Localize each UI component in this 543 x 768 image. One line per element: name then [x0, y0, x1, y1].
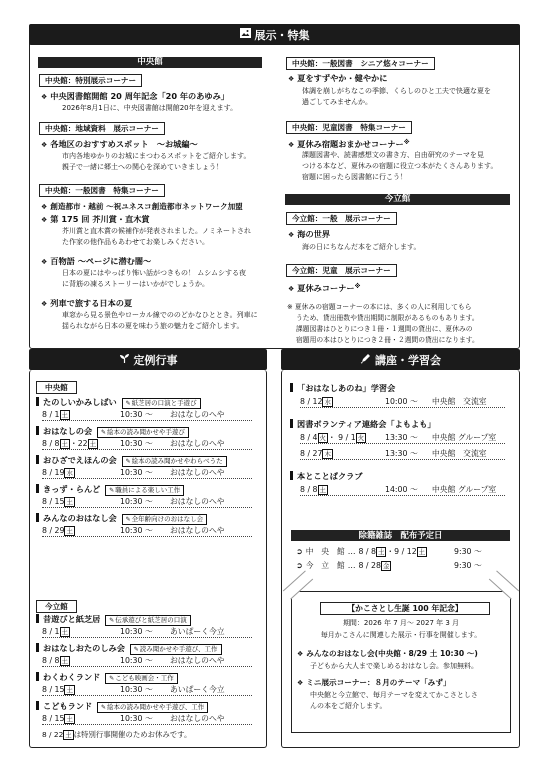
event-date: 8 / 29: [42, 526, 65, 535]
jokyo-place: 中 央 館: [305, 547, 345, 556]
events-imadate-label: 今立館: [36, 600, 77, 613]
event-tag-text: 職員による楽しい工作: [115, 486, 181, 494]
event-tag: [105, 485, 184, 496]
r2-item: ❖ 夏休み宿題おまかせコーナー※: [288, 139, 410, 149]
c3-item4-desc1: 車窓から見る景色やローカル線でののどかなひととき。列車に: [62, 311, 258, 319]
jokyo-weekday: 金: [382, 562, 390, 570]
event-date: 8 / 1: [42, 627, 60, 636]
lecture-row: [300, 485, 505, 496]
lecture-weekday: 木: [324, 450, 331, 458]
event-weekday: 土: [61, 657, 68, 665]
event-name: [36, 643, 222, 655]
event-time: 10:30 ～: [120, 656, 153, 665]
event-date: 8 / 8: [42, 439, 60, 448]
event-place: おはなしのへや: [170, 714, 225, 723]
event-tag: [122, 398, 201, 409]
event-date: 8 / 15: [42, 497, 65, 506]
lecture-place: 中央館 グループ室: [432, 485, 497, 494]
lecture-name-text: 「おはなしあのね」学習会: [297, 383, 396, 393]
r4-item: ❖ 夏休みコーナー※: [288, 283, 361, 293]
r1-label: 中央館：一般図書 シニア悠々コーナー: [286, 57, 435, 70]
event-place: おはなしのへや: [170, 410, 225, 419]
event-bar-mark: [36, 701, 39, 710]
diamond-icon: ❖: [41, 300, 48, 308]
picture-icon: [240, 28, 251, 41]
events-title-bar: [29, 349, 267, 370]
r4-label: 今立館：児童 展示コーナー: [286, 264, 397, 277]
c3-item4: ❖ 列車で旅する日本の夏: [41, 298, 133, 308]
lectures-title-bar: [281, 349, 520, 370]
diamond-icon: ❖: [297, 679, 304, 687]
jokyo-place: 今 立 館: [305, 561, 345, 570]
c2-label: 中央館：地域資料 展示コーナー: [39, 122, 165, 135]
kako-item2: ❖ ミニ展示コーナー：８月のテーマ「みず」: [297, 678, 451, 687]
event-name-text: おひざでえほんの会: [43, 455, 117, 465]
lecture-date: 8 / 4: [300, 433, 318, 442]
event-bar-mark: [36, 455, 39, 464]
diamond-icon: ❖: [41, 216, 48, 224]
lecture-name-text: 図書ボランティア連絡会「よもよも」: [297, 419, 436, 429]
event-row: [42, 627, 252, 638]
event-time: 10:30 ～: [120, 685, 153, 694]
exhibit-title-bar: [29, 24, 520, 45]
r2-desc1: 課題図書や、読書感想文の書き方、自由研究のテーマを見: [302, 151, 484, 159]
lecture-name: [290, 471, 363, 482]
c3-label: 中央館：一般図書 特集コーナー: [39, 184, 165, 197]
events-note: 8 / 22 土 は特別行事開催のためお休みです。: [42, 730, 192, 739]
event-row: [42, 410, 252, 421]
event-name: [36, 397, 201, 409]
event-name-text: おはなしの会: [43, 426, 93, 436]
event-tag: [122, 514, 208, 525]
event-date: 8 / 15: [42, 714, 65, 723]
event-tag-text: 読み聞かせや手遊び、工作: [139, 645, 218, 653]
pencil-icon: ✎: [101, 704, 107, 711]
pencil-icon: ✎: [133, 646, 139, 653]
lecture-row: [300, 397, 505, 408]
diamond-icon: ❖: [297, 650, 304, 658]
event-time: 10:30 ～: [120, 497, 153, 506]
lecture-date: 8 / 27: [300, 449, 323, 458]
event-place: おはなしのへや: [170, 468, 225, 477]
event-weekday: 土: [66, 715, 73, 723]
pencil-icon: ✎: [109, 675, 115, 682]
lecture-date2: ・ 9 / 1: [327, 433, 356, 442]
event-name: [36, 455, 227, 467]
r2-desc3: 宿題に困ったら図書館に行こう！: [302, 173, 407, 181]
r1-item: ❖ 夏をすずやか・健やかに: [288, 73, 388, 83]
event-bar-mark: [36, 513, 39, 522]
c3-item1: ❖ 創造都市・越前 ～祝ユネスコ創造都市ネットワーク加盟: [41, 202, 243, 211]
event-tag: [130, 644, 222, 655]
diamond-icon: ❖: [288, 231, 295, 239]
jokyo-row: [296, 561, 506, 571]
kako-item1: ❖ みんなのおはなし会(中央館・8/29 土 10:30 ～): [297, 649, 478, 658]
r3-desc: 海の日にちなんだ本をご紹介します。: [302, 243, 421, 251]
jokyo-row: [296, 547, 506, 557]
lecture-place: 中央館 交流室: [432, 397, 487, 406]
c3-item4-desc2: 揺られながら日本の夏を味わう旅の魅力をご紹介します。: [62, 322, 244, 330]
lecture-weekday: 水: [324, 398, 331, 406]
event-date: 8 / 15: [42, 685, 65, 694]
event-tag-text: 伝承遊びと紙芝居の口演: [115, 616, 187, 624]
event-time: 10:30 ～: [120, 526, 153, 535]
event-bar-mark: [36, 426, 39, 435]
event-name: [36, 513, 207, 525]
event-row: [42, 497, 252, 508]
lecture-row: [300, 433, 505, 444]
event-name-text: おはなしおたのしみ会: [43, 643, 125, 653]
event-row: [42, 656, 252, 667]
pen-icon: [360, 353, 371, 367]
event-place: おはなしのへや: [170, 656, 225, 665]
event-time: 10:30 ～: [120, 627, 153, 636]
event-tag: [97, 427, 189, 438]
lecture-bar-mark: [290, 471, 293, 480]
lecture-weekday2: 火: [357, 434, 365, 442]
c3-item2: ❖ 第 175 回 芥川賞・直木賞: [41, 214, 150, 224]
event-name-text: みんなのおはなし会: [43, 513, 117, 523]
exhibit-title: 展示・特集: [254, 28, 310, 42]
event-time: 10:30 ～: [120, 714, 153, 723]
event-name-text: わくわくランド: [43, 672, 101, 682]
arrow-circle-icon: ➲: [296, 561, 303, 570]
c3-item3-desc1: 日本の夏にはやっぱり怖い話がつきもの！ ムシムシする夜: [62, 269, 246, 277]
event-place: おはなしのへや: [170, 439, 225, 448]
lecture-weekday: 火: [319, 434, 326, 442]
jokyo-time: 9:30 ～: [454, 561, 482, 570]
diamond-icon: ❖: [41, 258, 48, 266]
lecture-name: [290, 419, 436, 430]
kako-title: 【かこさとし生誕 100 年記念】: [320, 602, 490, 615]
event-name: [36, 701, 208, 713]
lecture-time: 13:30 ～: [385, 449, 418, 458]
diamond-icon: ❖: [41, 141, 48, 149]
event-name: [36, 672, 178, 684]
event-row: [42, 468, 252, 479]
lecture-time: 10:00 ～: [385, 397, 418, 406]
jokyo-dots: …: [347, 547, 356, 556]
pencil-icon: ✎: [125, 458, 131, 465]
lecture-row: [300, 449, 505, 460]
lecture-bar-mark: [290, 419, 293, 428]
event-name-text: きっず・らんど: [43, 484, 101, 494]
event-bar-mark: [36, 643, 39, 652]
c3-item2-desc2: た作家の他作品もあわせてお楽しみください。: [62, 238, 209, 246]
note-line3: 課題図書はひとりにつき１冊・１週間の貸出に、夏休みの: [296, 325, 473, 333]
event-tag-text: 全年齢向けのおはなし会: [131, 515, 204, 523]
arrow-circle-icon: ➲: [296, 547, 303, 556]
lecture-place: 中央館 グループ室: [432, 433, 497, 442]
diamond-icon: ❖: [288, 285, 295, 293]
event-date: 8 / 8: [42, 656, 60, 665]
event-tag: [105, 615, 191, 626]
c3-item2-desc1: 芥川賞と直木賞の候補作が発表されました。ノミネートされ: [62, 227, 251, 235]
c3-item3: ❖ 百物語 ～ページに潜む闇～: [41, 256, 152, 266]
lectures-title: 講座・学習会: [375, 353, 441, 367]
event-time: 10:30 ～: [120, 410, 153, 419]
lecture-date: 8 / 8: [300, 485, 318, 494]
event-bar-mark: [36, 672, 39, 681]
kako-item2-desc2: んの本をご紹介します。: [310, 702, 387, 710]
event-name: [36, 484, 184, 496]
jokyo-weekday2: 土: [418, 548, 426, 556]
r3-item: ❖ 海の世界: [288, 229, 331, 239]
event-weekday: 土: [61, 411, 68, 419]
event-tag-text: 絵本の読み聞かせやわらべうた: [131, 457, 223, 465]
event-tag-text: 紙芝居の口演と手遊び: [131, 399, 197, 407]
event-place: おはなしのへや: [170, 526, 225, 535]
event-bar-mark: [36, 614, 39, 623]
event-row: [42, 526, 252, 537]
lecture-date: 8 / 12: [300, 397, 323, 406]
c3-item3-desc2: に背筋の凍るストーリーはいかがでしょうか。: [62, 280, 209, 288]
jokyo-dots: …: [347, 561, 356, 570]
diamond-icon: ❖: [41, 203, 48, 211]
lecture-time: 14:00 ～: [385, 485, 418, 494]
event-date2: ・22: [69, 439, 88, 448]
event-name: [36, 426, 189, 438]
event-time: 10:30 ～: [120, 439, 153, 448]
pencil-icon: ✎: [125, 400, 131, 407]
event-date: 8 / 19: [42, 468, 65, 477]
event-place: あいぱーく今立: [170, 627, 225, 636]
event-tag-text: 絵本の読み聞かせや手遊び、工作: [107, 703, 205, 711]
event-tag-text: 絵本の読み聞かせや手遊び: [107, 428, 186, 436]
event-tag: [105, 673, 178, 684]
diamond-icon: ❖: [41, 93, 48, 101]
event-weekday: 土: [66, 527, 73, 535]
jokyo-time: 9:30 ～: [454, 547, 482, 556]
events-chuo-label: 中央館: [36, 381, 77, 394]
lecture-time: 13:30 ～: [385, 433, 418, 442]
kako-item1-desc: 子どもから大人まで楽しめるおはなし会。参加無料。: [310, 662, 478, 670]
event-row: [42, 685, 252, 696]
event-name: [36, 614, 191, 626]
jokyo-date: 8 / 8: [358, 547, 376, 556]
r2-desc2: つける本など、夏休みの宿題に役立つ本がたくさんあります。: [302, 162, 498, 170]
event-weekday2: 土: [89, 440, 97, 448]
diamond-icon: ❖: [288, 75, 295, 83]
event-weekday: 土: [66, 686, 73, 694]
pencil-icon: ✎: [125, 516, 131, 523]
event-name-text: たのしいかみしばい: [43, 397, 117, 407]
event-tag-text: こども映画会・工作: [115, 674, 174, 682]
event-weekday: 土: [61, 628, 68, 636]
pencil-icon: ✎: [109, 487, 115, 494]
event-bar-mark: [36, 397, 39, 406]
event-name-text: 昔遊びと紙芝居: [43, 614, 101, 624]
c2-desc2: 親子で一緒に郷土への関心を深めていきましょう！: [62, 163, 223, 171]
event-time: 10:30 ～: [120, 468, 153, 477]
event-place: おはなしのへや: [170, 497, 225, 506]
event-weekday: 土: [61, 440, 68, 448]
kako-item2-desc1: 中央館と今立館で、毎月テーマを変えてかこさとしさ: [310, 691, 478, 699]
r1-desc1: 体調を崩しがちなこの季節、くらしのひと工夫で快適な夏を: [302, 87, 491, 95]
event-row: [42, 714, 252, 725]
lecture-name: [290, 383, 395, 394]
jokyo-date2: ・9 / 12: [386, 547, 417, 556]
event-place: あいぱーく今立: [170, 685, 225, 694]
lecture-weekday: 土: [319, 486, 326, 494]
lecture-bar-mark: [290, 383, 293, 392]
event-row: [42, 439, 252, 450]
event-date: 8 / 1: [42, 410, 60, 419]
event-weekday: 土: [66, 498, 73, 506]
c2-item: ❖ 各地区のおすすめスポット ～お城編～: [41, 139, 198, 149]
c1-desc: 2026年8月1日に、中央図書館は開館20年を迎えます。: [62, 104, 238, 112]
lecture-name-text: 本とことばクラブ: [297, 471, 363, 481]
r3-label: 今立館：一般 展示コーナー: [286, 212, 397, 225]
kako-desc: 毎月かこさんに関連した展示・行事を開催します。: [320, 631, 482, 639]
event-tag: [122, 456, 227, 467]
r2-label: 中央館：児童図書 特集コーナー: [286, 121, 412, 134]
jokyo-title: 除籍雑誌 配布予定日: [291, 530, 510, 541]
event-weekday: 水: [66, 469, 73, 477]
pencil-icon: ✎: [101, 429, 107, 436]
event-tag: [97, 702, 208, 713]
chuo-header: 中央館: [38, 57, 262, 68]
c1-item: ❖ 中央図書館開館 20 周年記念「20 年のあゆみ」: [41, 91, 229, 101]
note-line2: うため、貸出冊数や貸出期間に制限があるものもあります。: [296, 314, 479, 322]
c2-desc1: 市内各地ゆかりのお城にまつわるスポットをご紹介します。: [62, 152, 251, 160]
diamond-icon: ❖: [288, 141, 295, 149]
pencil-icon: ✎: [109, 617, 115, 624]
jokyo-date: 8 / 28: [358, 561, 381, 570]
imadate-header: 今立館: [285, 194, 510, 205]
kako-period: 期間：2026 年 7 月～ 2027 年 3 月: [342, 619, 460, 627]
r1-desc2: 過ごしてみませんか。: [302, 98, 372, 106]
note-line1: ※ 夏休みの宿題コーナーの本には、多くの人に利用してもら: [287, 303, 472, 311]
note-line4: 宿題用の本はひとりにつき２冊・２週間の貸出になります。: [296, 336, 479, 344]
lecture-place: 中央館 交流室: [432, 449, 487, 458]
events-title: 定例行事: [133, 353, 178, 367]
c1-label: 中央館：特別展示コーナー: [39, 74, 142, 87]
event-name-text: こどもランド: [43, 701, 93, 711]
event-bar-mark: [36, 484, 39, 493]
sprout-icon: [119, 353, 130, 367]
jokyo-weekday: 土: [378, 548, 385, 556]
